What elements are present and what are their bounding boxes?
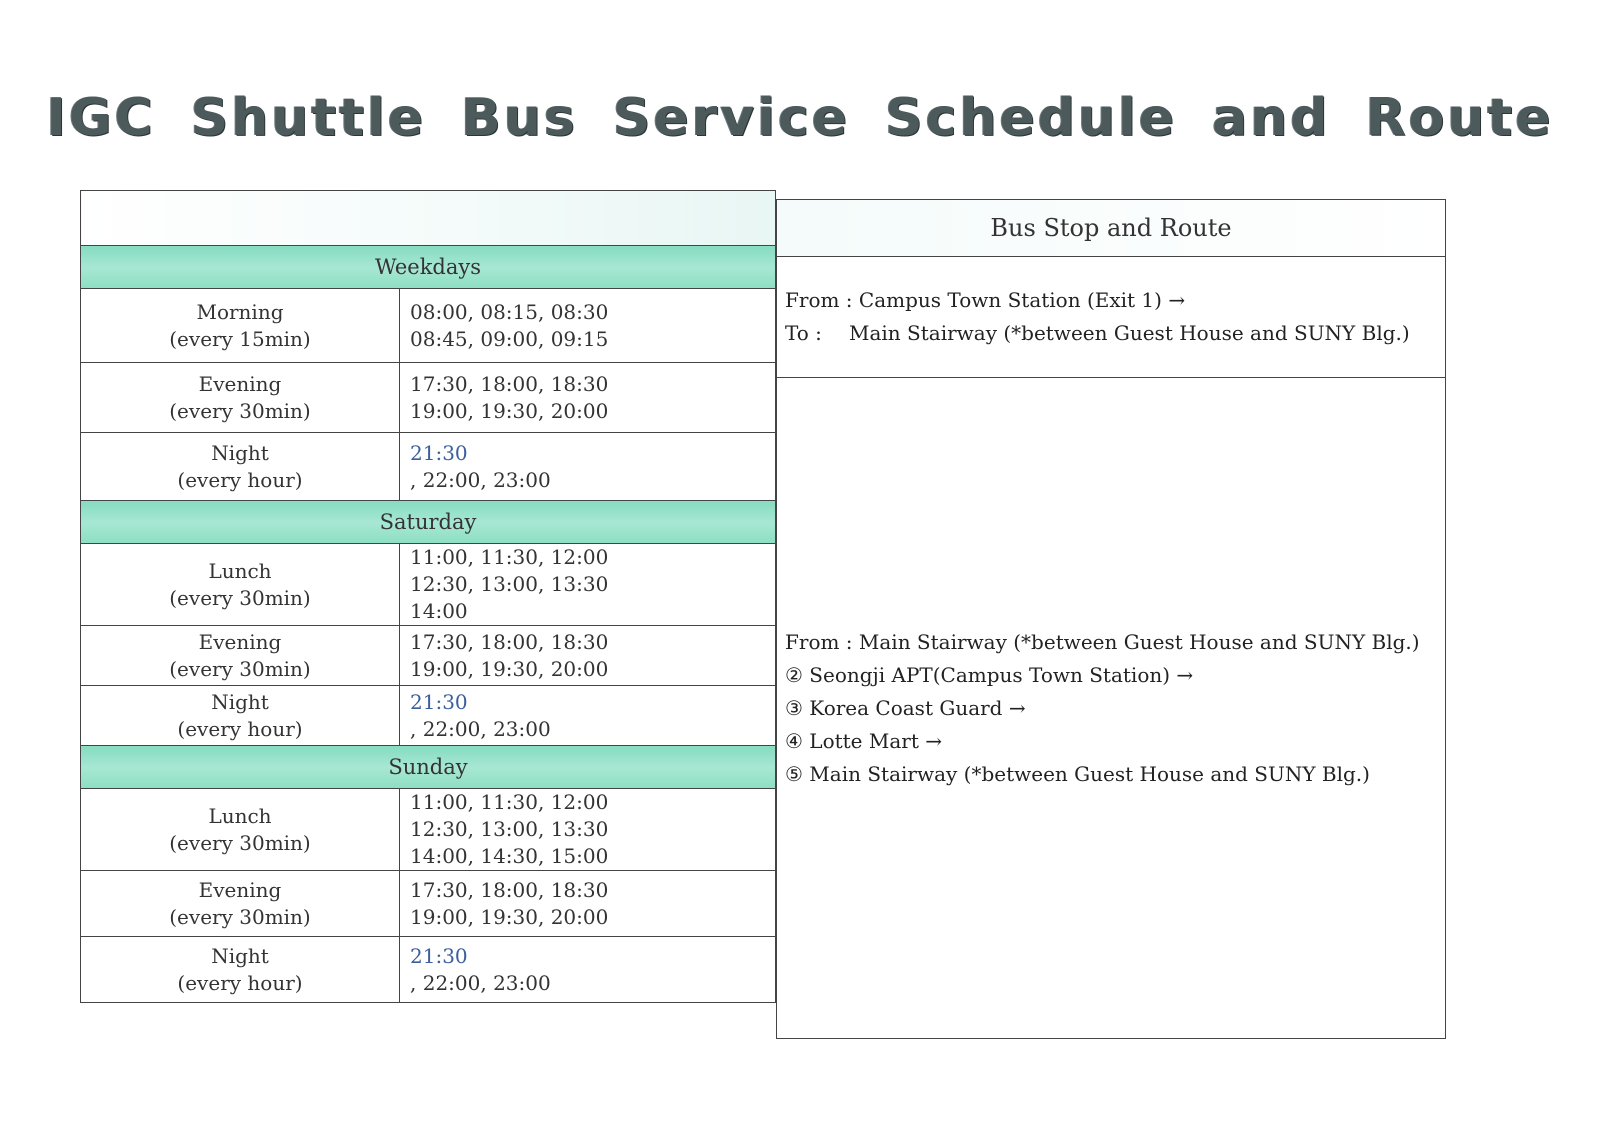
frequency-label: (every hour) [177,970,303,995]
period-label: Morning [196,299,284,324]
route-stop: ④ Lotte Mart → [785,728,942,753]
day-header-row [81,746,776,789]
times-cell [400,937,776,1003]
time-line: 08:00, 08:15, 08:30 [410,299,609,324]
period-cell [81,289,400,363]
day-header-row [81,246,776,289]
frequency-label: (every 30min) [169,656,311,681]
day-header-weekdays: Weekdays [81,246,776,289]
route-to-label: To : [785,321,822,345]
period-label: Lunch [208,803,272,828]
schedule-row [81,871,776,937]
period-label: Evening [198,371,282,396]
schedule-table [80,190,776,1003]
time-line [410,440,775,494]
schedule-blank-header [81,191,776,246]
remaining-night-times: , 22:00, 23:00 [410,467,551,492]
frequency-label: (every 30min) [169,585,311,610]
time-line: 19:00, 19:30, 20:00 [410,656,609,681]
day-header-saturday: Saturday [81,501,776,544]
route-from-label: From : [785,288,853,312]
remaining-night-times: , 22:00, 23:00 [410,970,551,995]
schedule-row [81,789,776,871]
day-header-row [81,501,776,544]
period-cell [81,789,400,871]
time-line: 17:30, 18:00, 18:30 [410,629,609,654]
frequency-label: (every hour) [177,467,303,492]
schedule-row [81,544,776,626]
period-label: Evening [198,877,282,902]
period-cell [81,937,400,1003]
route-stop: ⑤ Main Stairway (*between Guest House and SUNY Blg.) [785,761,1370,786]
period-cell [81,686,400,746]
schedule-row [81,626,776,686]
times-cell [400,363,776,433]
first-night-time: 21:30 [410,943,468,968]
time-line: 08:45, 09:00, 09:15 [410,326,609,351]
period-label: Lunch [208,558,272,583]
route-outbound-cell [777,378,1446,1039]
period-cell [81,544,400,626]
remaining-night-times: , 22:00, 23:00 [410,716,551,741]
route-table [776,199,1446,1039]
route-header-row [777,200,1446,257]
times-cell [400,289,776,363]
time-line: 12:30, 13:00, 13:30 [410,572,609,596]
schedule-row [81,433,776,501]
period-cell [81,433,400,501]
time-line [410,689,775,743]
route-inbound-cell [777,257,1446,378]
route-header: Bus Stop and Route [777,200,1446,257]
first-night-time: 21:30 [410,689,468,714]
schedule-row [81,363,776,433]
day-header-sunday: Sunday [81,746,776,789]
route-from-line [785,284,1445,317]
schedule-row [81,937,776,1003]
time-line: 17:30, 18:00, 18:30 [410,371,609,396]
time-line: 11:00, 11:30, 12:00 [410,790,609,814]
frequency-label: (every 15min) [169,326,311,351]
period-label: Evening [198,629,282,654]
frequency-label: (every 30min) [169,904,311,929]
route-inbound-row [777,257,1446,378]
times-cell [400,871,776,937]
times-cell [400,789,776,871]
times-cell [400,433,776,501]
time-line: 12:30, 13:00, 13:30 [410,817,609,841]
route-to-line [785,317,1445,350]
route-to-value: Main Stairway (*between Guest House and SUNY Blg.) [849,321,1410,345]
period-cell [81,626,400,686]
schedule-row [81,289,776,363]
times-cell [400,544,776,626]
time-line: 14:00 [410,599,468,623]
route-stop: ② Seongji APT(Campus Town Station) → [785,662,1194,687]
frequency-label: (every 30min) [169,830,311,855]
route-stop: ③ Korea Coast Guard → [785,695,1026,720]
route-stop: From : Main Stairway (*between Guest House and SUNY Blg.) [785,629,1420,654]
time-line: 11:00, 11:30, 12:00 [410,545,609,569]
schedule-row [81,686,776,746]
frequency-label: (every hour) [177,716,303,741]
schedule-blank-header-row [81,191,776,246]
first-night-time: 21:30 [410,440,468,465]
period-cell [81,871,400,937]
page-title: IGC Shuttle Bus Service Schedule and Route [46,88,1554,148]
time-line: 17:30, 18:00, 18:30 [410,877,609,902]
route-from-value: Campus Town Station (Exit 1) → [858,288,1186,312]
times-cell [400,686,776,746]
period-label: Night [211,943,269,968]
times-cell [400,626,776,686]
time-line [410,943,775,997]
route-outbound-row [777,378,1446,1039]
time-line: 14:00, 14:30, 15:00 [410,844,609,868]
frequency-label: (every 30min) [169,398,311,423]
period-label: Night [211,689,269,714]
time-line: 19:00, 19:30, 20:00 [410,904,609,929]
period-label: Night [211,440,269,465]
time-line: 19:00, 19:30, 20:00 [410,398,609,423]
period-cell [81,363,400,433]
